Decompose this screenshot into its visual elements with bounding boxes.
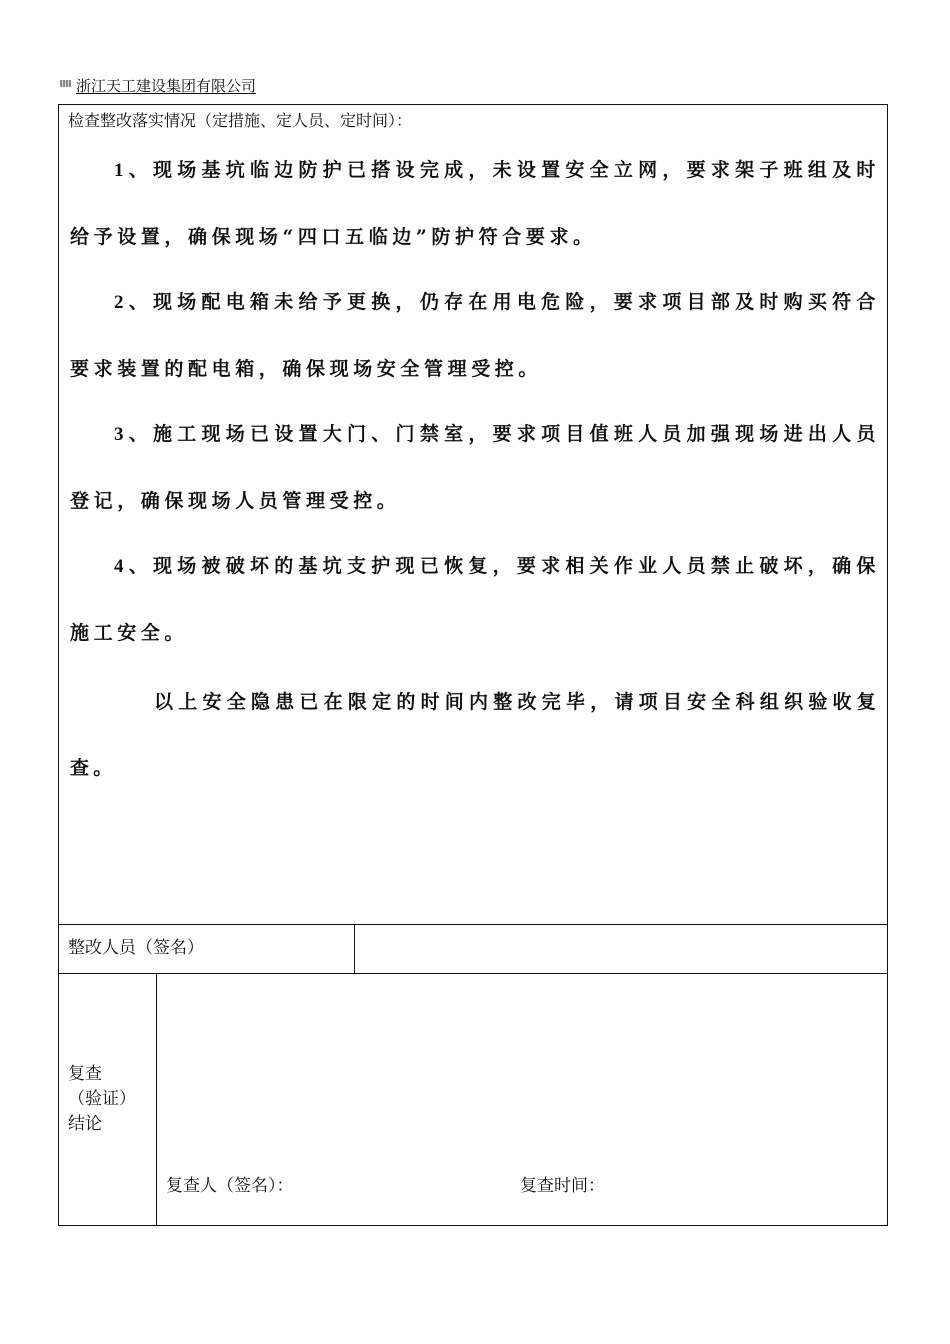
section-title: 检查整改落实情况（定措施、定人员、定时间）： [68,111,413,130]
reviewer-signature-label: 复查人（签名）： [166,1176,294,1196]
row-divider [59,973,887,974]
company-header [60,78,256,94]
review-conclusion-area[interactable] [160,980,882,1140]
company-name: 浙江天工建设集团有限公司 [76,77,257,95]
company-logo-icon [60,80,71,87]
closing-statement: 以上安全隐患已在限定的时间内整改完毕，请项目安全科组织验收复查。 [70,691,880,779]
list-item: 2、现场配电箱未给予更换，仍存在用电危险，要求项目部及时购买符合要求装置的配电箱，确保现场安全管理受控。 [70,291,880,380]
list-item: 4、现场被破坏的基坑支护现已恢复，要求相关作业人员禁止破坏，确保施工安全。 [70,555,880,644]
list-item: 1、现场基坑临边防护已搭设完成，未设置安全立网，要求架子班组及时给予设置，确保现场“四口五临边”防护符合要求。 [70,159,880,248]
review-time-label: 复查时间： [520,1176,605,1196]
review-label: 复查 （验证） 结论 [68,1064,136,1134]
list-item: 3、施工现场已设置大门、门禁室，要求项目值班人员加强现场进出人员登记，确保现场人员管理受控。 [70,423,880,512]
column-divider [156,973,157,1225]
row-divider [59,924,887,925]
column-divider [354,924,355,973]
rectifier-label: 整改人员（签名） [68,938,204,958]
rectifier-signature-field[interactable] [364,936,876,961]
